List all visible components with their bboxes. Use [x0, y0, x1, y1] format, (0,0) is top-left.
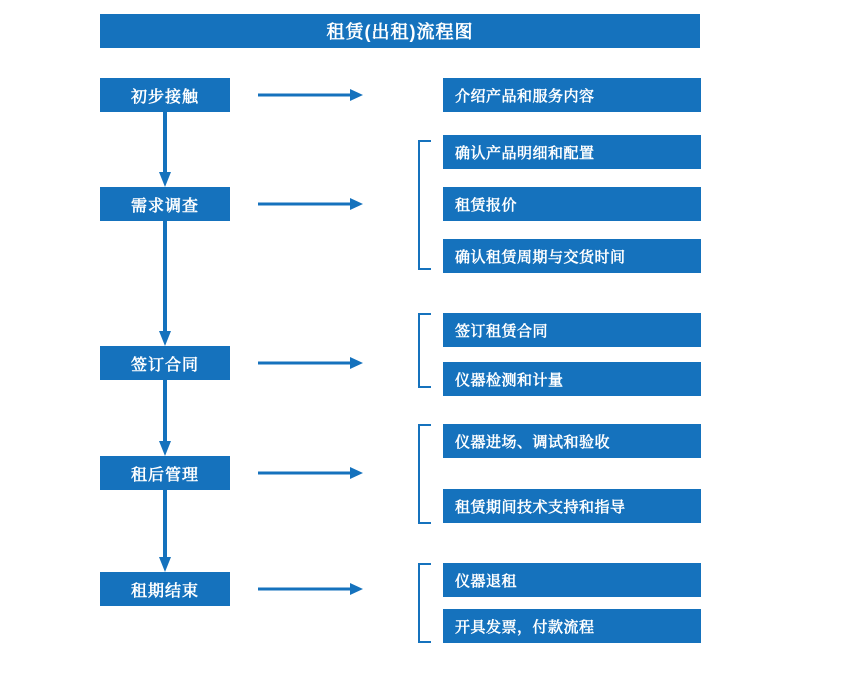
stage-box-5[interactable]: 租期结束 [100, 572, 230, 606]
detail-box-6[interactable]: 仪器检测和计量 [443, 362, 701, 396]
horizontal-arrow-5 [258, 583, 363, 595]
detail-box-10[interactable]: 开具发票，付款流程 [443, 609, 701, 643]
vertical-arrow-2 [159, 221, 171, 346]
detail-box-3[interactable]: 租赁报价 [443, 187, 701, 221]
detail-box-5[interactable]: 签订租赁合同 [443, 313, 701, 347]
vertical-arrow-4 [159, 490, 171, 572]
detail-box-4[interactable]: 确认租赁周期与交货时间 [443, 239, 701, 273]
detail-box-1[interactable]: 介绍产品和服务内容 [443, 78, 701, 112]
detail-box-7[interactable]: 仪器进场、调试和验收 [443, 424, 701, 458]
vertical-arrow-1 [159, 112, 171, 187]
stage-box-1[interactable]: 初步接触 [100, 78, 230, 112]
group-bracket-5 [415, 563, 431, 643]
group-bracket-3 [415, 313, 431, 388]
detail-box-9[interactable]: 仪器退租 [443, 563, 701, 597]
group-bracket-4 [415, 424, 431, 524]
group-bracket-2 [415, 140, 431, 270]
stage-box-4[interactable]: 租后管理 [100, 456, 230, 490]
detail-box-2[interactable]: 确认产品明细和配置 [443, 135, 701, 169]
stage-box-2[interactable]: 需求调查 [100, 187, 230, 221]
detail-box-8[interactable]: 租赁期间技术支持和指导 [443, 489, 701, 523]
horizontal-arrow-4 [258, 467, 363, 479]
horizontal-arrow-2 [258, 198, 363, 210]
stage-box-3[interactable]: 签订合同 [100, 346, 230, 380]
horizontal-arrow-1 [258, 89, 363, 101]
horizontal-arrow-3 [258, 357, 363, 369]
diagram-title: 租赁(出租)流程图 [100, 14, 700, 48]
vertical-arrow-3 [159, 380, 171, 456]
